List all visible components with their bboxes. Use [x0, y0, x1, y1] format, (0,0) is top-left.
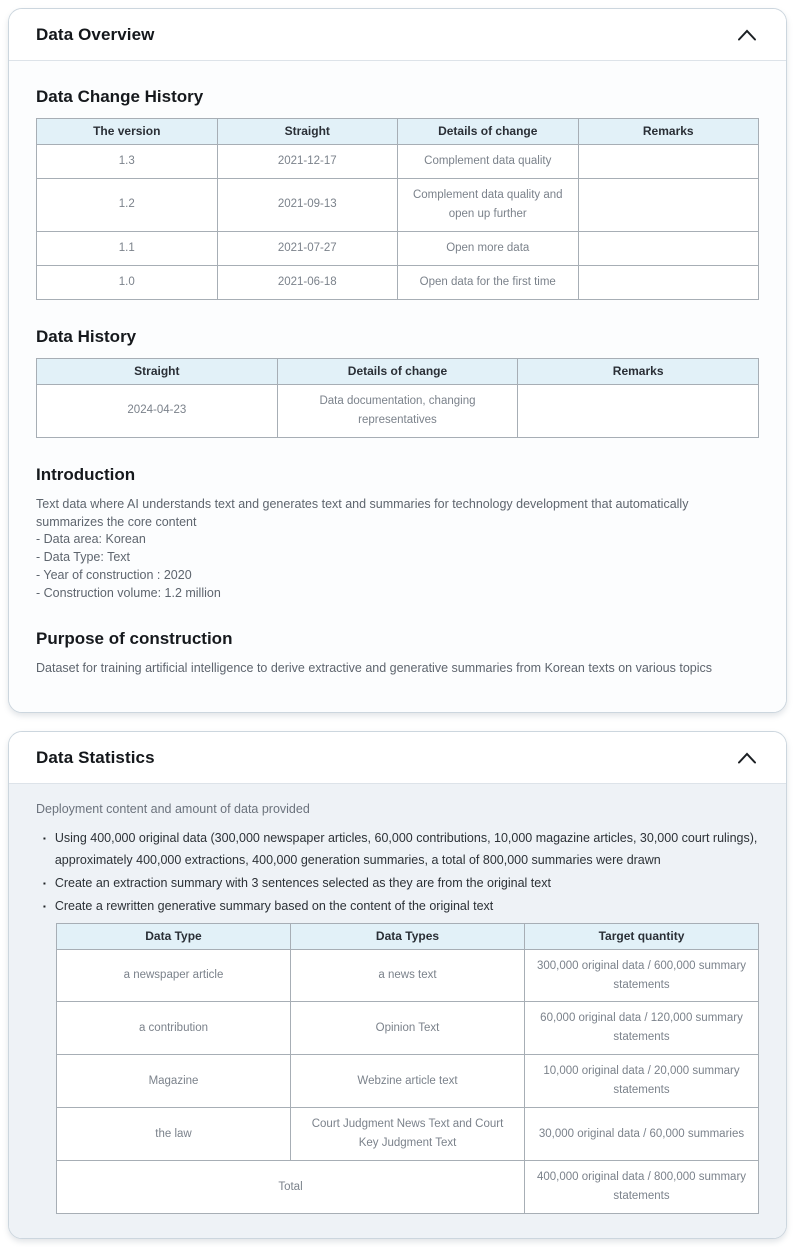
data-statistics-accordion-header[interactable]: [9, 732, 786, 784]
table-cell: [578, 145, 759, 179]
total-value-cell: 400,000 original data / 800,000 summary statements: [525, 1161, 759, 1214]
table-cell: 1.3: [37, 145, 218, 179]
table-cell: Complement data quality and open up further: [398, 178, 579, 231]
detail-line: - Year of construction : 2020: [36, 567, 192, 582]
data-change-history-table: [36, 118, 759, 300]
section-introduction: [36, 465, 759, 603]
table-row: [57, 1002, 759, 1055]
table-cell: 1.0: [37, 265, 218, 299]
column-header: Straight: [217, 119, 398, 145]
table-cell: [518, 384, 759, 437]
table-total-row: [57, 1161, 759, 1214]
table-cell: 60,000 original data / 120,000 summary statements: [525, 1002, 759, 1055]
statistics-bullet-list: [36, 828, 759, 918]
table-header-row: [37, 358, 759, 384]
table-cell: 2021-09-13: [217, 178, 398, 231]
purpose-paragraph: Dataset for training artificial intelligence to derive extractive and generative summaries from Korean texts on various topics: [36, 661, 713, 676]
data-statistics-body: [9, 784, 786, 1238]
bullet-icon: ▪: [43, 834, 46, 844]
table-cell: 2021-07-27: [217, 231, 398, 265]
data-statistics-collapse-button[interactable]: [735, 748, 759, 768]
table-row: [57, 1108, 759, 1161]
bullet-item: [43, 828, 759, 872]
table-cell: the law: [57, 1108, 291, 1161]
data-overview-accordion-header[interactable]: [9, 9, 786, 61]
section-data-change-history: [36, 87, 759, 300]
bullet-text: Using 400,000 original data (300,000 newspaper articles, 60,000 contributions, 10,000 magazine articles, 30,000 court rulings), approximately 400,000 extractions, 400,000 generation summaries, a total of 800,000 summaries were drawn: [54, 831, 758, 867]
table-cell: Open data for the first time: [398, 265, 579, 299]
bullet-text: Create a rewritten generative summary based on the content of the original text: [54, 898, 494, 913]
table-cell: 30,000 original data / 60,000 summaries: [525, 1108, 759, 1161]
detail-line: - Construction volume: 1.2 million: [36, 585, 221, 600]
column-header: Data Type: [57, 923, 291, 949]
data-overview-card: [8, 8, 787, 713]
table-cell: 2021-12-17: [217, 145, 398, 179]
data-history-heading: Data History: [36, 326, 137, 346]
table-row: [37, 145, 759, 179]
introduction-heading: Introduction: [36, 464, 136, 484]
table-cell: Court Judgment News Text and Court Key Judgment Text: [291, 1108, 525, 1161]
table-row: [57, 1055, 759, 1108]
column-header: Data Types: [291, 923, 525, 949]
bullet-icon: ▪: [43, 901, 46, 911]
table-row: [37, 178, 759, 231]
statistics-table: [56, 923, 759, 1215]
data-overview-title: Data Overview: [36, 24, 155, 44]
data-statistics-title: Data Statistics: [36, 747, 155, 767]
data-overview-body: [9, 61, 786, 712]
table-cell: a newspaper article: [57, 949, 291, 1002]
table-row: [37, 231, 759, 265]
table-cell: Opinion Text: [291, 1002, 525, 1055]
section-purpose: [36, 629, 759, 678]
column-header: Details of change: [398, 119, 579, 145]
data-change-history-heading: Data Change History: [36, 87, 204, 106]
table-cell: [578, 231, 759, 265]
column-header: Target quantity: [525, 923, 759, 949]
table-cell: Webzine article text: [291, 1055, 525, 1108]
introduction-paragraph: Text data where AI understands text and generates text and summaries for technology development that automatically summarizes the core content: [36, 496, 689, 529]
column-header: The version: [37, 119, 218, 145]
introduction-detail-list: [36, 531, 759, 602]
data-history-table: [36, 358, 759, 438]
chevron-up-icon: [737, 29, 757, 44]
data-overview-collapse-button[interactable]: [735, 25, 759, 45]
table-cell: Magazine: [57, 1055, 291, 1108]
bullet-icon: ▪: [43, 878, 46, 888]
table-cell: a news text: [291, 949, 525, 1002]
table-cell: 10,000 original data / 20,000 summary statements: [525, 1055, 759, 1108]
table-cell: [578, 265, 759, 299]
bullet-item: [43, 896, 759, 918]
table-cell: Data documentation, changing representatives: [277, 384, 518, 437]
total-label-cell: Total: [57, 1161, 525, 1214]
bullet-text: Create an extraction summary with 3 sentences selected as they are from the original text: [54, 875, 551, 890]
table-cell: Complement data quality: [398, 145, 579, 179]
column-header: Remarks: [518, 358, 759, 384]
table-cell: 2021-06-18: [217, 265, 398, 299]
table-cell: Open more data: [398, 231, 579, 265]
chevron-up-icon: [737, 752, 757, 767]
table-header-row: [37, 119, 759, 145]
table-row: [37, 384, 759, 437]
table-cell: 2024-04-23: [37, 384, 278, 437]
table-row: [37, 265, 759, 299]
bullet-item: [43, 873, 759, 895]
table-cell: [578, 178, 759, 231]
data-statistics-card: [8, 731, 787, 1239]
purpose-heading: Purpose of construction: [36, 629, 233, 649]
table-header-row: [57, 923, 759, 949]
statistics-table-wrap: [56, 923, 759, 1215]
table-row: [57, 949, 759, 1002]
detail-line: - Data Type: Text: [36, 550, 131, 565]
section-data-history: [36, 327, 759, 438]
detail-line: - Data area: Korean: [36, 532, 146, 547]
column-header: Details of change: [277, 358, 518, 384]
table-cell: 1.1: [37, 231, 218, 265]
column-header: Straight: [37, 358, 278, 384]
column-header: Remarks: [578, 119, 759, 145]
table-cell: a contribution: [57, 1002, 291, 1055]
statistics-subtitle: Deployment content and amount of data provided: [36, 802, 310, 817]
table-cell: 1.2: [37, 178, 218, 231]
table-cell: 300,000 original data / 600,000 summary statements: [525, 949, 759, 1002]
